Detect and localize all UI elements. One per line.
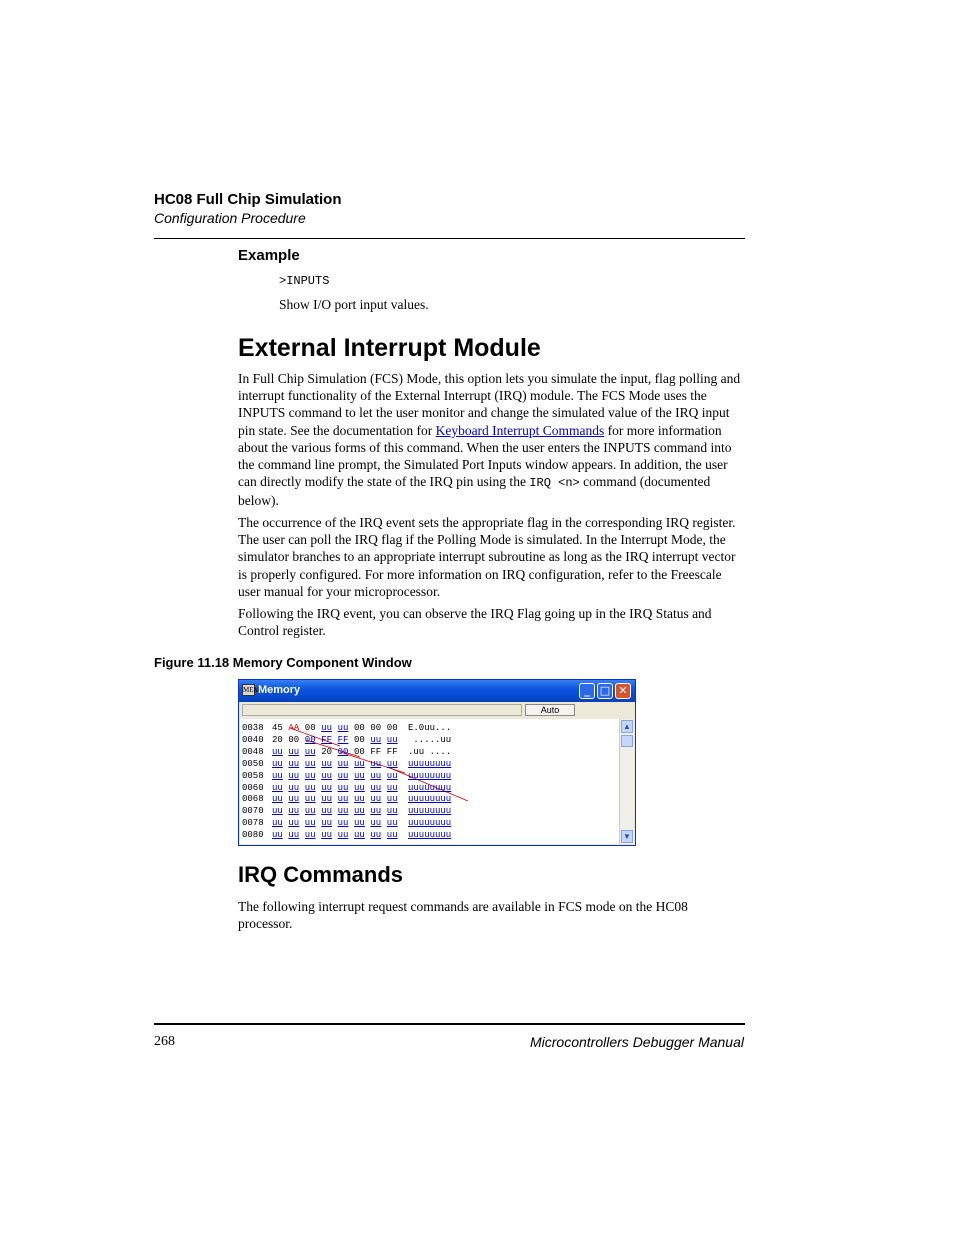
memory-byte[interactable]: uu [337,770,349,781]
address-field[interactable] [242,704,522,716]
running-header-subtitle: Configuration Procedure [154,210,306,226]
memory-byte[interactable]: uu [370,770,382,781]
memory-ascii: uuuuuuuu [408,818,452,829]
memory-ascii: E.0uu... [408,723,452,733]
memory-byte[interactable]: uu [288,758,300,769]
memory-byte[interactable]: 20 [272,734,283,745]
memory-byte[interactable]: 00 [354,734,365,745]
memory-byte[interactable]: uu [370,782,382,793]
keyboard-interrupt-commands-link[interactable]: Keyboard Interrupt Commands [435,422,605,438]
footer-rule [154,1023,745,1025]
memory-byte[interactable]: uu [321,723,332,733]
memory-byte[interactable]: uu [321,830,332,841]
paragraph-1 [238,370,744,510]
figure-caption: Figure 11.18 Memory Component Window [154,655,412,670]
memory-byte[interactable]: uu [304,770,316,781]
memory-address: 0040 [242,734,264,745]
memory-dump-area[interactable] [240,719,619,844]
memory-ascii: uuuuuuuu [408,758,452,769]
memory-byte[interactable]: FF [386,746,398,757]
memory-ascii: .....uu [408,734,452,745]
example-description: Show I/O port input values. [279,297,429,312]
memory-byte[interactable]: uu [288,806,300,817]
memory-address: 0080 [242,830,264,841]
auto-button[interactable]: Auto [525,704,575,716]
memory-ascii: uuuuuuuu [408,782,452,793]
irq-commands-paragraph: The following interrupt request commands are available in FCS mode on the HC08 processor. [238,899,688,932]
paragraph-1-text-b: for more information about the various forms of this command. When the user enters the INPUTS command into the command line prompt, the Simulated Port Inputs window appears. In addition, the user can directly modify the state of the IRQ pin using the [238,422,732,490]
memory-ascii: .uu .... [408,746,452,757]
memory-byte[interactable]: uu [354,782,365,793]
memory-address: 0058 [242,770,264,781]
memory-byte[interactable]: uu [321,818,332,829]
memory-byte[interactable]: uu [337,818,349,829]
memory-byte[interactable]: uu [354,818,365,829]
memory-byte[interactable]: uu [304,758,316,769]
memory-byte[interactable]: uu [272,818,283,829]
close-icon[interactable]: ✕ [615,683,631,699]
memory-byte[interactable]: uu [288,818,300,829]
memory-byte[interactable]: 00 [337,746,349,757]
memory-byte[interactable]: uu [288,746,300,757]
paragraph-3: Following the IRQ event, you can observe the IRQ Flag going up in the IRQ Status and Control register. [238,606,712,639]
paragraph-1-text-a: In Full Chip Simulation (FCS) Mode, this option lets you simulate the input, flag polling and interrupt functionality of the External Interrupt (IRQ) module. The FCS Mode uses the INPUTS command to let the user monitor and change the simulated value of the IRQ input pin state. See the documentation for [238,371,741,438]
memory-byte[interactable]: uu [321,758,332,769]
memory-ascii: uuuuuuuu [408,806,452,817]
memory-byte[interactable]: 00 [304,734,316,745]
memory-byte[interactable]: uu [272,830,283,841]
memory-byte[interactable]: uu [370,758,382,769]
memory-byte[interactable]: uu [304,830,316,841]
memory-address: 0068 [242,794,264,805]
memory-address: 0038 [242,723,264,733]
memory-address: 0070 [242,806,264,817]
memory-byte[interactable]: uu [370,830,382,841]
memory-byte[interactable]: 00 [304,723,316,733]
memory-byte[interactable]: uu [272,806,283,817]
memory-byte[interactable]: uu [321,782,332,793]
memory-byte[interactable]: uu [272,746,283,757]
window-toolbar [239,702,635,718]
example-code: >INPUTS [279,274,330,288]
memory-byte[interactable]: uu [354,758,365,769]
scroll-thumb[interactable] [621,735,633,747]
memory-ascii: uuuuuuuu [408,830,452,841]
memory-byte[interactable]: uu [386,758,398,769]
example-heading: Example [238,247,300,264]
memory-byte[interactable]: uu [304,806,316,817]
scroll-up-icon[interactable]: ▲ [621,720,633,733]
memory-window-icon: MEM [243,686,260,694]
memory-byte[interactable]: uu [337,830,349,841]
memory-byte[interactable]: uu [304,782,316,793]
window-title: Memory [258,684,301,696]
memory-byte[interactable]: uu [272,794,283,805]
memory-byte[interactable]: 00 [386,723,398,733]
memory-byte[interactable]: uu [321,794,332,805]
memory-byte[interactable]: uu [337,794,349,805]
paragraph-1-text-c: command (documented below). [238,474,711,509]
memory-byte[interactable]: uu [321,806,332,817]
memory-byte[interactable]: uu [370,794,382,805]
memory-byte[interactable]: uu [354,806,365,817]
memory-ascii: uuuuuuuu [408,794,452,805]
memory-byte[interactable]: uu [386,806,398,817]
page-number: 268 [154,1034,175,1049]
memory-byte[interactable]: uu [288,830,300,841]
memory-byte[interactable]: uu [354,770,365,781]
memory-byte[interactable]: uu [304,746,316,757]
memory-byte[interactable]: uu [337,758,349,769]
memory-ascii: uuuuuuuu [408,770,452,781]
memory-byte[interactable]: uu [272,782,283,793]
memory-address: 0078 [242,818,264,829]
vertical-scrollbar[interactable] [619,719,634,844]
section-heading: External Interrupt Module [238,334,541,362]
memory-byte[interactable]: uu [288,770,300,781]
memory-byte[interactable]: uu [370,818,382,829]
memory-byte[interactable]: 00 [354,746,365,757]
memory-byte[interactable]: uu [370,734,382,745]
memory-byte[interactable]: uu [288,794,300,805]
memory-window [238,679,636,846]
memory-byte[interactable]: uu [304,794,316,805]
header-rule [154,238,745,239]
memory-byte[interactable]: FF [321,734,332,745]
memory-byte[interactable]: uu [304,818,316,829]
memory-byte[interactable]: uu [386,794,398,805]
memory-byte[interactable]: uu [337,806,349,817]
memory-byte[interactable]: uu [386,818,398,829]
minimize-icon[interactable]: _ [579,683,595,699]
memory-byte[interactable]: uu [354,794,365,805]
irq-commands-heading: IRQ Commands [238,862,404,887]
running-header-title: HC08 Full Chip Simulation [154,191,342,208]
memory-byte[interactable]: 45 [272,723,283,733]
memory-byte[interactable]: uu [337,723,349,733]
memory-byte[interactable]: uu [288,782,300,793]
memory-address: 0060 [242,782,264,793]
memory-byte[interactable]: FF [370,746,382,757]
memory-address: 0048 [242,746,264,757]
memory-byte[interactable]: 00 [370,723,382,733]
memory-byte[interactable]: uu [272,770,283,781]
memory-byte[interactable]: uu [370,806,382,817]
memory-byte[interactable]: AA [288,723,300,733]
memory-byte[interactable]: FF [337,734,349,745]
footer-title: Microcontrollers Debugger Manual [530,1034,744,1050]
window-titlebar[interactable] [239,680,635,702]
paragraph-2: The occurrence of the IRQ event sets the appropriate flag in the corresponding IRQ register. The user can poll the IRQ flag if the Polling Mode is simulated. In the Interrupt Mode, the simulator branches to an appropriate interrupt subroutine as long as the IRQ interrupt vector is properly configured. For more information on IRQ configuration, refer to the Freescale user manual for your microprocessor. [238,515,736,599]
memory-byte[interactable]: uu [321,770,332,781]
memory-byte[interactable]: uu [386,830,398,841]
memory-byte[interactable]: uu [386,734,398,745]
memory-byte[interactable]: uu [354,830,365,841]
scroll-down-icon[interactable]: ▼ [621,830,633,843]
memory-byte[interactable]: uu [272,758,283,769]
memory-byte[interactable]: uu [386,782,398,793]
memory-byte[interactable]: 20 [321,746,332,757]
memory-byte[interactable]: uu [337,782,349,793]
memory-byte[interactable]: 00 [288,734,300,745]
maximize-icon[interactable]: □ [597,683,613,699]
memory-address: 0050 [242,758,264,769]
memory-byte[interactable]: 00 [354,723,365,733]
irq-command-code: IRQ <n> [529,476,580,491]
memory-byte[interactable]: uu [386,770,398,781]
